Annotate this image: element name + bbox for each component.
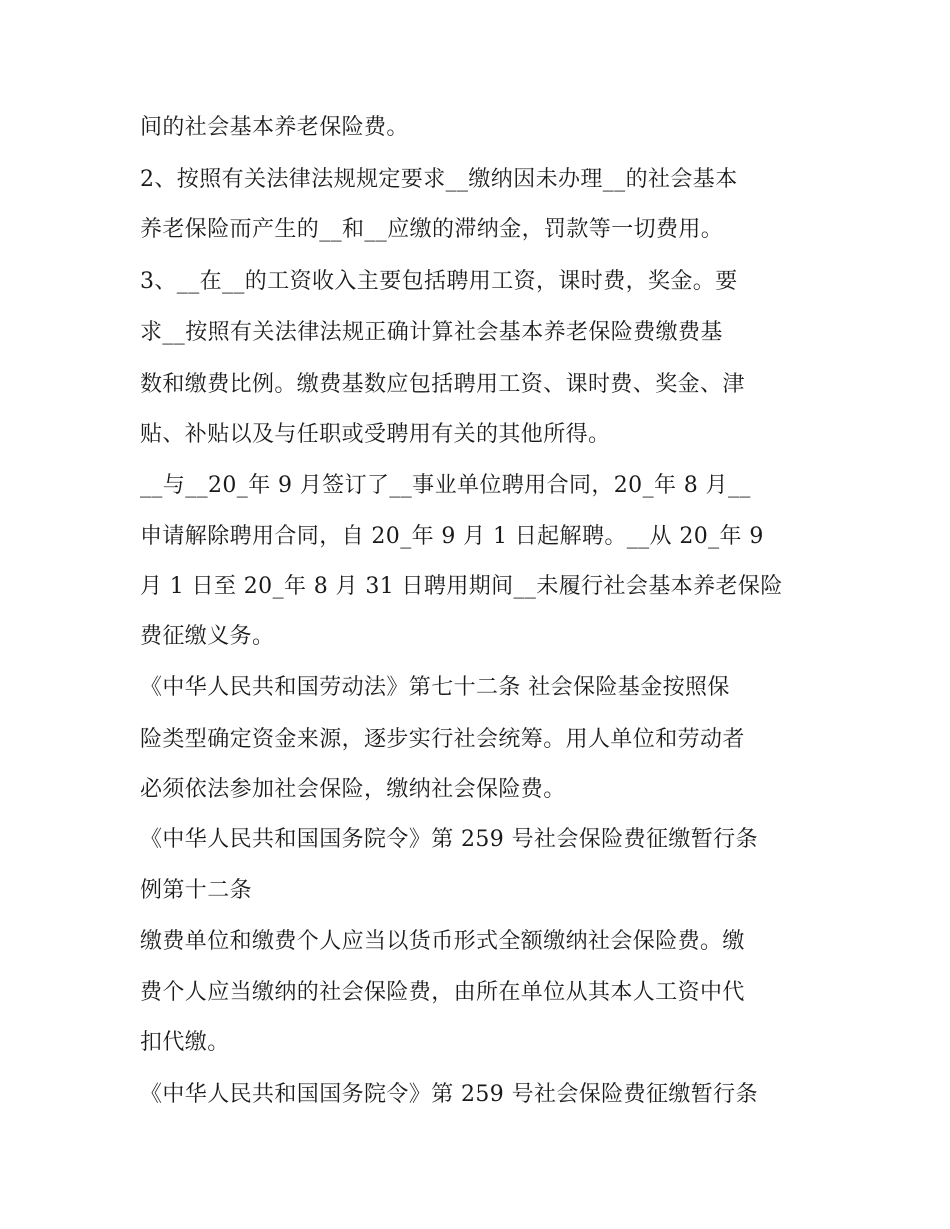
text-line: 必须依法参加社会保险，缴纳社会保险费。	[140, 777, 566, 802]
text-line: 2、按照有关法律法规规定要求__缴纳因未办理__的社会基本	[140, 167, 738, 192]
text-line: 养老保险而产生的__和__应缴的滞纳金，罚款等一切费用。	[140, 217, 724, 242]
text-line: __与__20_年 9 月签订了__事业单位聘用合同，20_年 8 月__	[140, 473, 751, 498]
text-line: 险类型确定资金来源，逐步实行社会统筹。用人单位和劳动者	[140, 727, 745, 752]
text-line: 3、__在__的工资收入主要包括聘用工资，课时费，奖金。要	[140, 269, 738, 294]
text-line: 求__按照有关法律法规正确计算社会基本养老保险费缴费基	[140, 320, 723, 345]
text-line: 《中华人民共和国国务院令》第 259 号社会保险费征缴暂行条	[140, 1082, 758, 1107]
text-line: 扣代缴。	[140, 1030, 230, 1055]
text-line: 《中华人民共和国劳动法》第七十二条 社会保险基金按照保	[140, 675, 730, 700]
text-line: 间的社会基本养老保险费。	[140, 115, 409, 140]
text-line: 缴费单位和缴费个人应当以货币形式全额缴纳社会保险费。缴	[140, 929, 745, 954]
text-line: 例第十二条	[140, 878, 253, 903]
text-line: 月 1 日至 20_年 8 月 31 日聘用期间__未履行社会基本养老保险	[140, 574, 783, 599]
text-line: 《中华人民共和国国务院令》第 259 号社会保险费征缴暂行条	[140, 827, 758, 852]
text-line: 申请解除聘用合同，自 20_年 9 月 1 日起解聘。__从 20_年 9	[140, 524, 764, 549]
text-line: 贴、补贴以及与任职或受聘用有关的其他所得。	[140, 422, 611, 447]
text-line: 费个人应当缴纳的社会保险费，由所在单位从其本人工资中代	[140, 980, 745, 1005]
text-line: 费征缴义务。	[140, 624, 275, 649]
text-line: 数和缴费比例。缴费基数应包括聘用工资、课时费、奖金、津	[140, 372, 745, 397]
